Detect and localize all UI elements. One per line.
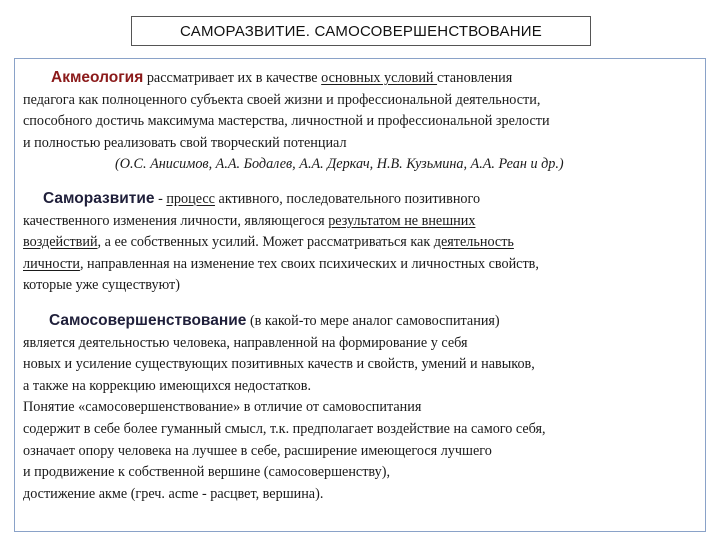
p2-line-2: качественного изменения личности, являющегося результатом не внешних (23, 212, 476, 229)
p3-line-4: а также на коррекцию имеющихся недостатков. (23, 377, 311, 394)
authors-list: (О.С. Анисимов, А.А. Бодалев, А.А. Деркач, Н.В. Кузьмина, А.А. Реан и др.) (115, 156, 564, 173)
p1-line-4: и полностью реализовать свой творческий потенциал (23, 134, 347, 151)
p3-line-8: и продвижение к собственной вершине (самосовершенству), (23, 464, 391, 481)
p2-line-3: воздействий, а ее собственных усилий. Может рассматриваться как деятельность (23, 234, 514, 251)
paragraph-self-development (23, 188, 699, 297)
p3-line-1: Самосовершенствование (в какой-то мере аналог самовоспитания) (49, 312, 500, 329)
term-self-improvement: Самосовершенствование (49, 312, 247, 329)
p2-line-1: Саморазвитие - процесс активного, последовательного позитивного (43, 190, 481, 207)
p1-line-3: способного достичь максимума мастерства, личностной и профессиональной зрелости (23, 113, 550, 130)
p3-line-6: содержит в себе более гуманный смысл, т.к. предполагает воздействие на самого себя, (23, 420, 546, 437)
p1-line-1: Акмеология рассматривает их в качестве основных условий становления (51, 69, 513, 86)
p2-line-5: которые уже существуют) (23, 277, 180, 294)
paragraph-self-improvement (23, 310, 699, 505)
paragraph-acmeology (23, 67, 699, 176)
p3-line-5: Понятие «самосовершенствование» в отличие от самовоспитания (23, 399, 422, 416)
p3-line-7: означает опору человека на лучшее в себе, расширение имеющегося лучшего (23, 442, 492, 459)
slide-title: САМОРАЗВИТИЕ. САМОСОВЕРШЕНСТВОВАНИЕ (131, 16, 591, 46)
content-box (14, 58, 706, 532)
p3-line-9: достижение акме (греч. acme - расцвет, вершина). (23, 485, 324, 502)
p3-line-2: является деятельностью человека, направленной на формирование у себя (23, 334, 468, 351)
p1-line-2: педагога как полноценного субъекта своей жизни и профессиональной деятельности, (23, 91, 541, 108)
term-acmeology: Акмеология (51, 69, 144, 86)
p2-line-4: личности, направленная на изменение тех своих психических и личностных свойств, (23, 255, 539, 272)
p3-line-3: новых и усиление существующих позитивных качеств и свойств, умений и навыков, (23, 356, 535, 373)
term-self-development: Саморазвитие (43, 190, 155, 207)
